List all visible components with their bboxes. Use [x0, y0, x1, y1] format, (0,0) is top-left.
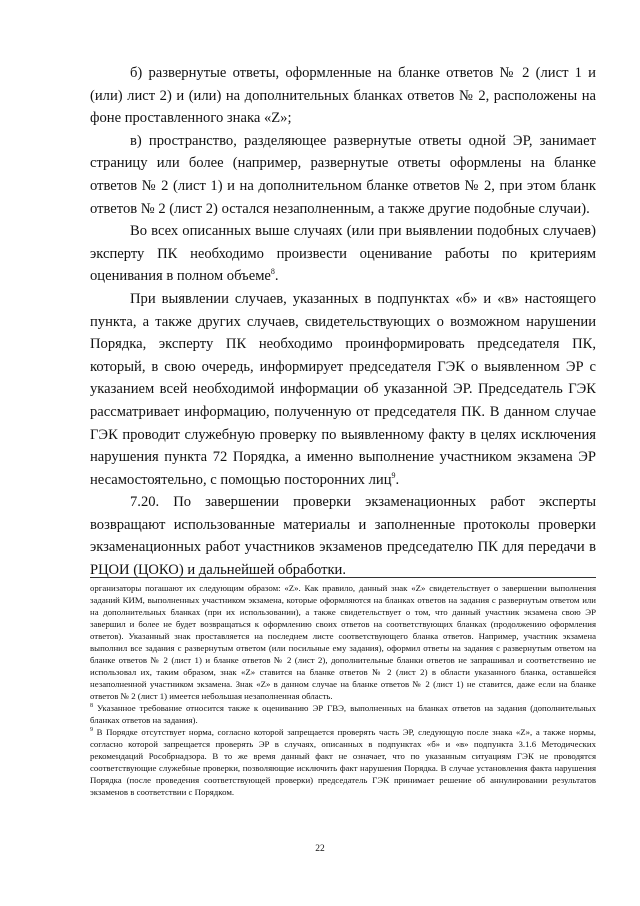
paragraph-b: б) развернутые ответы, оформленные на бланке ответов № 2 (лист 1 и (или) лист 2) и (или) на дополнительных бланках ответов № 2, расположены на фоне проставленного знака «Z»;: [90, 65, 596, 127]
paragraph-full-assessment: [90, 220, 596, 288]
paragraph-end: .: [395, 471, 400, 488]
paragraph-text: Во всех описанных выше случаях (или при выявлении подобных случаев) эксперту ПК необходимо произвести оценивание работы по критериям оценивания в полном объеме: [90, 223, 596, 285]
footnote-8: [90, 702, 596, 726]
footnote-text: Указанное требование относится также к оцениванию ЭР ГВЭ, выполненных на бланках ответов на задания (дополнительных бланках ответов на задания).: [90, 703, 596, 725]
paragraph-text: При выявлении случаев, указанных в подпунктах «б» и «в» настоящего пункта, а также других случаев, свидетельствующих о возможном нарушении Порядка, эксперту ПК необходимо проинформировать председателя ПК, который, в свою очередь, информирует председателя ГЭК о выявленном ЭР с указанием всей необходимой информации об указанной ЭР. Председатель ГЭК рассматривает информацию, полученную от председателя ПК. В данном случае ГЭК проводит служебную проверку по выявленному факту в целях исключения нарушения пункта 72 Порядка, а именно выполнение участником экзамена ЭР несамостоятельно, с помощью посторонних лиц: [90, 290, 596, 488]
page-number: 22: [315, 844, 325, 854]
footnote-mark: 9: [90, 727, 93, 734]
paragraph-end: .: [274, 268, 279, 285]
footnote-ref-9[interactable]: 9: [391, 470, 396, 480]
footnote-9: [90, 726, 596, 798]
paragraph-violation: [90, 288, 596, 491]
footnote-mark: 8: [90, 703, 93, 710]
main-text: [90, 62, 596, 582]
footnote-ref-8[interactable]: 8: [270, 267, 275, 277]
paragraph-7-20: 7.20. По завершении проверки экзаменационных работ эксперты возвращают использованные материалы и заполненные протоколы проверки экзаменационных работ участников экзаменов председателю ПК для передачи в РЦОИ (ЦОКО) и дальнейшей обработки.: [90, 494, 596, 579]
footnote-text: В Порядке отсутствует норма, согласно которой запрещается проверять часть ЭР, следующую после знака «Z», а также нормы, согласно которой запрещается проверять ЭР в случаях, описанных в подпунктах «б» и «в» подпункта 3.1.6 Методических рекомендаций Рособрнадзора. В то же время данный факт не означает, что по указанным ситуациям ГЭК не проводятся соответствующие служебные проверки, позволяющие исключить факт нарушения Порядка. В случае установления факта нарушения Порядка (после проведения соответствующей проверки) председатель ГЭК принимает решение об аннулировании результатов экзаменов в соответствии с Порядком.: [90, 727, 596, 797]
footnote-continuation: организаторы погашают их следующим образом: «Z». Как правило, данный знак «Z» свидетельствует о завершении выполнения заданий КИМ, выполненных участником экзамена, которые оформляются на бланках ответов на задания с развернутым ответом или на дополнительных бланках (при их использовании), а также свидетельствует о том, что данный участник экзамена свою ЭР завершил и более не будет возвращаться к оформлению своих ответов на соответствующих бланках (продолжению оформления ответов). Указанный знак проставляется на последнем листе соответствующего бланка ответов. Например, участник экзамена выполнил все задания с развернутым ответом (или посильные ему задания), оформил ответы на задания с развернутым ответом на бланке ответов № 2 (лист 1) и бланке ответов № 2 (лист 2), дополнительные бланки ответов не запрашивал и соответственно не использовал их, таким образом, знак «Z» ставится на бланке ответов № 2 (лист 2) в области указанного бланка, оставшейся незаполненной участником экзамена. Знак «Z» в данном случае на бланке ответов № 2 (лист 1) не ставится, даже если на бланке ответов № 2 (лист 1) имеется небольшая незаполненная область.: [90, 583, 596, 701]
footnotes: [90, 582, 596, 798]
paragraph-v: в) пространство, разделяющее развернутые ответы одной ЭР, занимает страницу или более (например, развернутые ответы оформлены на бланке ответов № 2 (лист 1) и на дополнительном бланке ответов № 2, при этом бланк ответов № 2 (лист 2) остался незаполненным, а также другие подобные случаи).: [90, 132, 596, 217]
footnote-separator: [90, 577, 596, 578]
